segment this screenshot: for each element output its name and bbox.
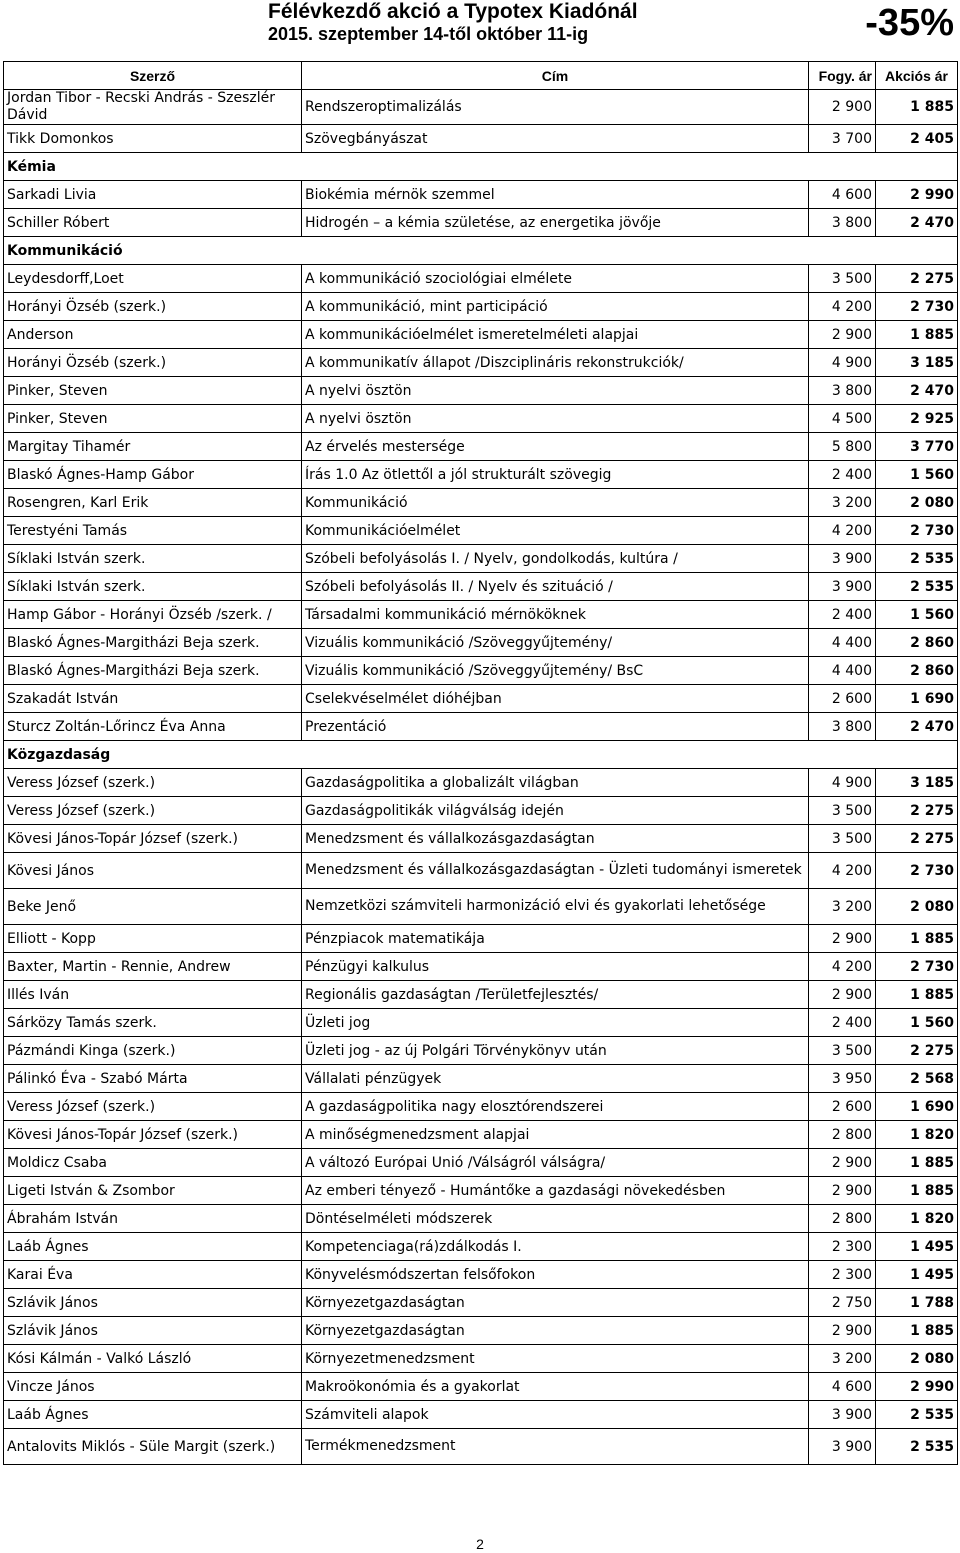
title-cell: Menedzsment és vállalkozásgazdaságtan xyxy=(302,825,809,853)
price-cell: 4 200 xyxy=(809,517,876,545)
price-cell: 2 800 xyxy=(809,1205,876,1233)
page-number: 2 xyxy=(476,1536,484,1552)
author-cell: Kövesi János xyxy=(4,853,302,889)
author-cell: Jordan Tibor - Recski András - Szeszlér Dávid xyxy=(4,90,302,125)
price-cell: 3 800 xyxy=(809,377,876,405)
author-cell: Horányi Özséb (szerk.) xyxy=(4,293,302,321)
title-cell: Szövegbányászat xyxy=(302,125,809,153)
sale-price-cell: 2 535 xyxy=(876,545,958,573)
sale-price-cell: 2 080 xyxy=(876,1345,958,1373)
price-cell: 3 200 xyxy=(809,889,876,925)
price-list-table xyxy=(3,61,958,1465)
price-cell: 2 900 xyxy=(809,981,876,1009)
author-cell: Leydesdorff,Loet xyxy=(4,265,302,293)
sale-price-cell: 1 560 xyxy=(876,1009,958,1037)
title-cell: Rendszeroptimalizálás xyxy=(302,90,809,125)
author-cell: Veress József (szerk.) xyxy=(4,797,302,825)
table-row xyxy=(4,1261,958,1289)
sale-price-cell: 2 925 xyxy=(876,405,958,433)
price-cell: 2 750 xyxy=(809,1289,876,1317)
title-cell: Számviteli alapok xyxy=(302,1401,809,1429)
sale-price-cell: 2 730 xyxy=(876,953,958,981)
title-cell: A kommunikáció szociológiai elmélete xyxy=(302,265,809,293)
table-row xyxy=(4,1401,958,1429)
title-cell: Az emberi tényező - Humántőke a gazdasági növekedésben xyxy=(302,1177,809,1205)
sale-price-cell: 3 185 xyxy=(876,769,958,797)
author-cell: Karai Éva xyxy=(4,1261,302,1289)
author-cell: Blaskó Ágnes-Margitházi Beja szerk. xyxy=(4,629,302,657)
price-cell: 3 900 xyxy=(809,1401,876,1429)
page-header xyxy=(0,0,960,50)
price-cell: 4 900 xyxy=(809,349,876,377)
table-row xyxy=(4,825,958,853)
sale-price-cell: 2 470 xyxy=(876,713,958,741)
sale-price-cell: 2 860 xyxy=(876,657,958,685)
author-cell: Moldicz Csaba xyxy=(4,1149,302,1177)
category-row xyxy=(4,237,958,265)
sale-price-cell: 2 470 xyxy=(876,209,958,237)
price-cell: 2 600 xyxy=(809,1093,876,1121)
table-row xyxy=(4,1345,958,1373)
table-row xyxy=(4,545,958,573)
price-cell: 3 200 xyxy=(809,489,876,517)
author-cell: Blaskó Ágnes-Margitházi Beja szerk. xyxy=(4,657,302,685)
author-cell: Kövesi János-Topár József (szerk.) xyxy=(4,825,302,853)
sale-price-cell: 2 730 xyxy=(876,853,958,889)
sale-price-cell: 2 730 xyxy=(876,293,958,321)
price-cell: 3 900 xyxy=(809,573,876,601)
sale-price-cell: 1 690 xyxy=(876,1093,958,1121)
price-cell: 2 900 xyxy=(809,90,876,125)
table-row xyxy=(4,349,958,377)
sale-price-cell: 1 885 xyxy=(876,1317,958,1345)
title-cell: Termékmenedzsment xyxy=(302,1429,809,1465)
table-row xyxy=(4,1429,958,1465)
title-cell: A nyelvi ösztön xyxy=(302,405,809,433)
title-cell: Kommunikációelmélet xyxy=(302,517,809,545)
sale-price-cell: 1 885 xyxy=(876,321,958,349)
sale-price-cell: 2 860 xyxy=(876,629,958,657)
title-cell: Pénzügyi kalkulus xyxy=(302,953,809,981)
table-row xyxy=(4,1009,958,1037)
price-cell: 2 800 xyxy=(809,1121,876,1149)
table-row xyxy=(4,769,958,797)
price-cell: 3 500 xyxy=(809,265,876,293)
sale-price-cell: 2 275 xyxy=(876,797,958,825)
title-cell: Hidrogén – a kémia születése, az energetika jövője xyxy=(302,209,809,237)
sale-price-cell: 2 080 xyxy=(876,489,958,517)
price-cell: 2 600 xyxy=(809,685,876,713)
price-cell: 2 900 xyxy=(809,321,876,349)
price-cell: 2 900 xyxy=(809,1317,876,1345)
author-cell: Szlávik János xyxy=(4,1289,302,1317)
author-cell: Pázmándi Kinga (szerk.) xyxy=(4,1037,302,1065)
price-cell: 3 900 xyxy=(809,1429,876,1465)
table-row xyxy=(4,1121,958,1149)
price-cell: 4 400 xyxy=(809,629,876,657)
sale-price-cell: 1 495 xyxy=(876,1261,958,1289)
title-cell: A változó Európai Unió /Válságról válságra/ xyxy=(302,1149,809,1177)
title-cell: Vizuális kommunikáció /Szöveggyűjtemény/ BsC xyxy=(302,657,809,685)
table-row xyxy=(4,925,958,953)
table-row xyxy=(4,601,958,629)
table-row xyxy=(4,1373,958,1401)
title-cell: A nyelvi ösztön xyxy=(302,377,809,405)
title-cell: Menedzsment és vállalkozásgazdaságtan - Üzleti tudományi ismeretek xyxy=(302,853,809,889)
column-header-sale: Akciós ár xyxy=(876,62,958,90)
price-cell: 2 300 xyxy=(809,1261,876,1289)
title-cell: Döntéselméleti módszerek xyxy=(302,1205,809,1233)
title-cell: A minőségmenedzsment alapjai xyxy=(302,1121,809,1149)
sale-price-cell: 2 990 xyxy=(876,1373,958,1401)
table-row xyxy=(4,713,958,741)
author-cell: Ligeti István & Zsombor xyxy=(4,1177,302,1205)
table-row xyxy=(4,377,958,405)
category-label: Közgazdaság xyxy=(4,741,958,769)
title-cell: Szóbeli befolyásolás I. / Nyelv, gondolkodás, kultúra / xyxy=(302,545,809,573)
price-cell: 2 900 xyxy=(809,1177,876,1205)
table-row xyxy=(4,629,958,657)
price-cell: 4 600 xyxy=(809,1373,876,1401)
author-cell: Laáb Ágnes xyxy=(4,1233,302,1261)
table-row xyxy=(4,1233,958,1261)
sale-price-cell: 2 470 xyxy=(876,377,958,405)
price-cell: 3 200 xyxy=(809,1345,876,1373)
author-cell: Pinker, Steven xyxy=(4,405,302,433)
sale-price-cell: 2 535 xyxy=(876,1429,958,1465)
title-cell: Kompetenciaga(rá)zdálkodás I. xyxy=(302,1233,809,1261)
table-row xyxy=(4,1149,958,1177)
price-cell: 4 200 xyxy=(809,953,876,981)
title-cell: A kommunikatív állapot /Diszciplináris rekonstrukciók/ xyxy=(302,349,809,377)
author-cell: Ábrahám István xyxy=(4,1205,302,1233)
author-cell: Kósi Kálmán - Valkó László xyxy=(4,1345,302,1373)
column-header-price: Fogy. ár xyxy=(809,62,876,90)
author-cell: Margitay Tihamér xyxy=(4,433,302,461)
table-header-row xyxy=(4,62,958,90)
title-cell: Vizuális kommunikáció /Szöveggyűjtemény/ xyxy=(302,629,809,657)
table-row xyxy=(4,461,958,489)
table-row xyxy=(4,1177,958,1205)
price-cell: 2 400 xyxy=(809,601,876,629)
price-cell: 3 800 xyxy=(809,713,876,741)
table-row xyxy=(4,433,958,461)
author-cell: Hamp Gábor - Horányi Özséb /szerk. / xyxy=(4,601,302,629)
table-row xyxy=(4,657,958,685)
table-row xyxy=(4,489,958,517)
title-cell: A kommunikációelmélet ismeretelméleti alapjai xyxy=(302,321,809,349)
table-row xyxy=(4,1065,958,1093)
sale-price-cell: 2 990 xyxy=(876,181,958,209)
price-cell: 3 950 xyxy=(809,1065,876,1093)
author-cell: Schiller Róbert xyxy=(4,209,302,237)
author-cell: Sarkadi Livia xyxy=(4,181,302,209)
author-cell: Baxter, Martin - Rennie, Andrew xyxy=(4,953,302,981)
table-row xyxy=(4,321,958,349)
title-cell: Cselekvéselmélet dióhéjban xyxy=(302,685,809,713)
sale-price-cell: 1 560 xyxy=(876,461,958,489)
title-cell: A gazdaságpolitika nagy elosztórendszerei xyxy=(302,1093,809,1121)
table-row xyxy=(4,1205,958,1233)
promo-title: Félévkezdő akció a Typotex Kiadónál xyxy=(268,0,638,23)
sale-price-cell: 2 535 xyxy=(876,1401,958,1429)
author-cell: Síklaki István szerk. xyxy=(4,545,302,573)
price-cell: 2 900 xyxy=(809,1149,876,1177)
author-cell: Blaskó Ágnes-Hamp Gábor xyxy=(4,461,302,489)
sale-price-cell: 1 820 xyxy=(876,1121,958,1149)
category-label: Kommunikáció xyxy=(4,237,958,265)
author-cell: Veress József (szerk.) xyxy=(4,769,302,797)
author-cell: Horányi Özséb (szerk.) xyxy=(4,349,302,377)
sale-price-cell: 1 885 xyxy=(876,1177,958,1205)
price-cell: 2 900 xyxy=(809,925,876,953)
title-cell: Környezetgazdaságtan xyxy=(302,1317,809,1345)
author-cell: Szakadát István xyxy=(4,685,302,713)
author-cell: Terestyéni Tamás xyxy=(4,517,302,545)
table-row xyxy=(4,1037,958,1065)
discount-badge: -35% xyxy=(865,2,954,44)
price-cell: 4 500 xyxy=(809,405,876,433)
sale-price-cell: 1 885 xyxy=(876,1149,958,1177)
price-cell: 4 600 xyxy=(809,181,876,209)
author-cell: Laáb Ágnes xyxy=(4,1401,302,1429)
title-cell: Környezetmenedzsment xyxy=(302,1345,809,1373)
price-cell: 3 500 xyxy=(809,797,876,825)
author-cell: Síklaki István szerk. xyxy=(4,573,302,601)
sale-price-cell: 1 885 xyxy=(876,981,958,1009)
title-cell: Regionális gazdaságtan /Területfejlesztés/ xyxy=(302,981,809,1009)
price-cell: 4 400 xyxy=(809,657,876,685)
table-row xyxy=(4,853,958,889)
price-cell: 4 200 xyxy=(809,293,876,321)
price-cell: 2 300 xyxy=(809,1233,876,1261)
title-cell: Prezentáció xyxy=(302,713,809,741)
title-cell: Pénzpiacok matematikája xyxy=(302,925,809,953)
author-cell: Beke Jenő xyxy=(4,889,302,925)
sale-price-cell: 2 275 xyxy=(876,265,958,293)
author-cell: Anderson xyxy=(4,321,302,349)
price-cell: 3 900 xyxy=(809,545,876,573)
table-row xyxy=(4,1289,958,1317)
sale-price-cell: 2 730 xyxy=(876,517,958,545)
sale-price-cell: 2 535 xyxy=(876,573,958,601)
author-cell: Illés Iván xyxy=(4,981,302,1009)
sale-price-cell: 3 185 xyxy=(876,349,958,377)
table-row xyxy=(4,1317,958,1345)
price-cell: 3 700 xyxy=(809,125,876,153)
title-cell: Gazdaságpolitika a globalizált világban xyxy=(302,769,809,797)
author-cell: Sturcz Zoltán-Lőrincz Éva Anna xyxy=(4,713,302,741)
title-cell: Biokémia mérnök szemmel xyxy=(302,181,809,209)
price-cell: 2 400 xyxy=(809,1009,876,1037)
price-cell: 3 500 xyxy=(809,1037,876,1065)
sale-price-cell: 2 080 xyxy=(876,889,958,925)
title-cell: Makroökonómia és a gyakorlat xyxy=(302,1373,809,1401)
price-cell: 2 400 xyxy=(809,461,876,489)
title-cell: Gazdaságpolitikák világválság idején xyxy=(302,797,809,825)
sale-price-cell: 1 560 xyxy=(876,601,958,629)
sale-price-cell: 1 820 xyxy=(876,1205,958,1233)
price-cell: 5 800 xyxy=(809,433,876,461)
price-cell: 3 500 xyxy=(809,825,876,853)
author-cell: Elliott - Kopp xyxy=(4,925,302,953)
title-cell: Társadalmi kommunikáció mérnököknek xyxy=(302,601,809,629)
sale-price-cell: 1 495 xyxy=(876,1233,958,1261)
author-cell: Vincze János xyxy=(4,1373,302,1401)
column-header-title: Cím xyxy=(302,62,809,90)
category-row xyxy=(4,153,958,181)
price-cell: 4 200 xyxy=(809,853,876,889)
author-cell: Pinker, Steven xyxy=(4,377,302,405)
author-cell: Veress József (szerk.) xyxy=(4,1093,302,1121)
title-cell: Környezetgazdaságtan xyxy=(302,1289,809,1317)
table-row xyxy=(4,293,958,321)
sale-price-cell: 2 568 xyxy=(876,1065,958,1093)
category-label: Kémia xyxy=(4,153,958,181)
author-cell: Szlávik János xyxy=(4,1317,302,1345)
author-cell: Sárközy Tamás szerk. xyxy=(4,1009,302,1037)
title-cell: Könyvelésmódszertan felsőfokon xyxy=(302,1261,809,1289)
table-row xyxy=(4,1093,958,1121)
table-row xyxy=(4,209,958,237)
sale-price-cell: 1 690 xyxy=(876,685,958,713)
title-cell: Vállalati pénzügyek xyxy=(302,1065,809,1093)
title-cell: Szóbeli befolyásolás II. / Nyelv és szituáció / xyxy=(302,573,809,601)
promo-dates: 2015. szeptember 14-től október 11-ig xyxy=(268,24,589,44)
table-row xyxy=(4,405,958,433)
table-row xyxy=(4,265,958,293)
category-row xyxy=(4,741,958,769)
table-row xyxy=(4,181,958,209)
author-cell: Rosengren, Karl Erik xyxy=(4,489,302,517)
author-cell: Pálinkó Éva - Szabó Márta xyxy=(4,1065,302,1093)
price-cell: 4 900 xyxy=(809,769,876,797)
table-row xyxy=(4,797,958,825)
table-row xyxy=(4,889,958,925)
author-cell: Antalovits Miklós - Süle Margit (szerk.) xyxy=(4,1429,302,1465)
author-cell: Kövesi János-Topár József (szerk.) xyxy=(4,1121,302,1149)
title-cell: Üzleti jog xyxy=(302,1009,809,1037)
table-row xyxy=(4,90,958,125)
sale-price-cell: 1 885 xyxy=(876,925,958,953)
title-cell: Nemzetközi számviteli harmonizáció elvi és gyakorlati lehetősége xyxy=(302,889,809,925)
column-header-author: Szerző xyxy=(4,62,302,90)
table-row xyxy=(4,685,958,713)
sale-price-cell: 1 885 xyxy=(876,90,958,125)
title-cell: Kommunikáció xyxy=(302,489,809,517)
sale-price-cell: 2 405 xyxy=(876,125,958,153)
sale-price-cell: 1 788 xyxy=(876,1289,958,1317)
sale-price-cell: 2 275 xyxy=(876,825,958,853)
table-row xyxy=(4,981,958,1009)
table-row xyxy=(4,125,958,153)
price-cell: 3 800 xyxy=(809,209,876,237)
sale-price-cell: 2 275 xyxy=(876,1037,958,1065)
sale-price-cell: 3 770 xyxy=(876,433,958,461)
table-row xyxy=(4,953,958,981)
title-cell: Üzleti jog - az új Polgári Törvénykönyv után xyxy=(302,1037,809,1065)
table-row xyxy=(4,517,958,545)
title-cell: Az érvelés mestersége xyxy=(302,433,809,461)
title-cell: A kommunikáció, mint participáció xyxy=(302,293,809,321)
table-body xyxy=(4,90,958,1465)
title-cell: Írás 1.0 Az ötlettől a jól strukturált szövegig xyxy=(302,461,809,489)
author-cell: Tikk Domonkos xyxy=(4,125,302,153)
table-row xyxy=(4,573,958,601)
